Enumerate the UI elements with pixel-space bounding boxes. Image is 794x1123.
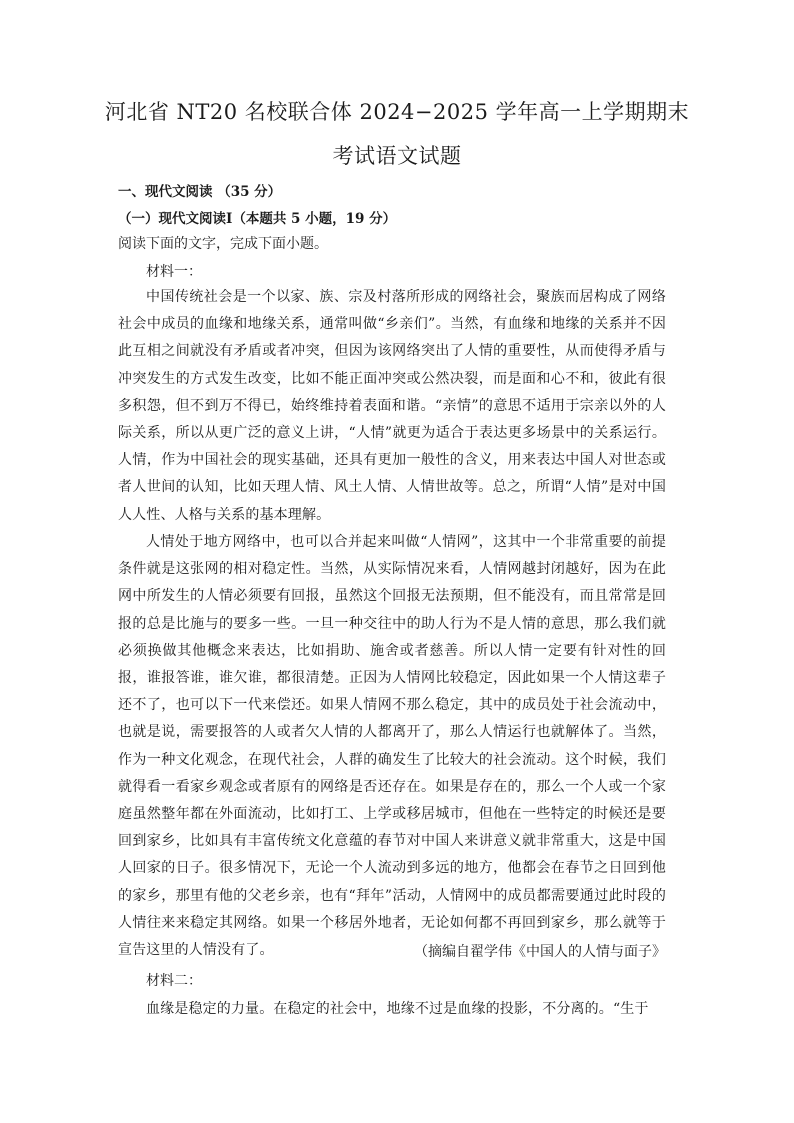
exam-title-line2: 考试语文试题 [332, 144, 462, 168]
material2-paragraph1: 血缘是稳定的力量。在稳定的社会中，地缘不过是血缘的投影，不分离的。“生于 [146, 1001, 649, 1017]
exam-title-line1: 河北省 NT20 名校联合体 2024−2025 学年高一上学期期末 [104, 100, 690, 124]
reading-instruction: 阅读下面的文字，完成下面小题。 [118, 236, 328, 252]
material2-label: 材料二： [146, 973, 202, 989]
material1-source: （摘编自翟学伟《中国人的人情与面子》 [414, 944, 666, 960]
material1-label: 材料一： [146, 264, 202, 280]
subsection-heading: （一）现代文阅读Ⅰ（本题共 5 小题，19 分） [118, 211, 397, 227]
material1-paragraph2: 人情处于地方网络中，也可以合并起来叫做“人情网”，这其中一个非常重要的前提条件就是这张网的相对稳定性。当然，从实际情况来看，人情网越封闭越好，因为在此网中所发生的人情必须要有回报，虽然这个回报无法预期，但不能没有，而且常常是回报的总是比施与的要多一些。一旦一种交往中的助人行为不是人情的意思，那么我们就必须换做其他概念来表达，比如捐助、施舍或者慈善。所以人情一定要有针对性的回报，谁报答谁，谁欠谁，都很清楚。正因为人情网比较稳定，因此如果一个人情这辈子还不了，也可以下一代来偿还。如果人情网不那么稳定，其中的成员处于社会流动中，也就是说，需要报答的人或者欠人情的人都离开了，那么人情运行也就解体了。当然，作为一种文化观念，在现代社会，人群的确发生了比较大的社会流动。这个时候，我们就得看一看家乡观念或者原有的网络是否还存在。如果是存在的，那么一个人或一个家庭虽然整年都在外面流动，比如打工、上学或移居城市，但他在一些特定的时候还是要回到家乡，比如具有丰富传统文化意蕴的春节对中国人来讲意义就非常重大，这是中国人回家的日子。很多情况下，无论一个人流动到多远的地方，他都会在春节之日回到他的家乡，那里有他的父老乡亲，也有“拜年”活动，人情网中的成员都需要通过此时段的人情往来来稳定其网络。如果一个移居外地者，无论如何都不再回到家乡，那么就等于宣告这里的人情没有了。 [118, 534, 666, 959]
section-heading: 一、现代文阅读 （35 分） [118, 184, 282, 200]
material1-paragraph1: 中国传统社会是一个以家、族、宗及村落所形成的网络社会，聚族而居构成了网络社会中成员的血缘和地缘关系，通常叫做“乡亲们”。当然，有血缘和地缘的关系并不因此互相之间就没有矛盾或者冲突，但因为该网络突出了人情的重要性，从而使得矛盾与冲突发生的方式发生改变，比如不能正面冲突或公然决裂，而是面和心不和，彼此有很多积怨，但不到万不得已，始终维持着表面和谐。“亲情”的意思不适用于宗亲以外的人际关系，所以从更广泛的意义上讲，“人情”就更为适合于表达更多场景中的关系运行。人情，作为中国社会的现实基础，还具有更加一般性的含义，用来表达中国人对世态或者人世间的认知，比如天理人情、风土人情、人情世故等。总之，所谓“人情”是对中国人人性、人格与关系的基本理解。 [118, 289, 666, 523]
